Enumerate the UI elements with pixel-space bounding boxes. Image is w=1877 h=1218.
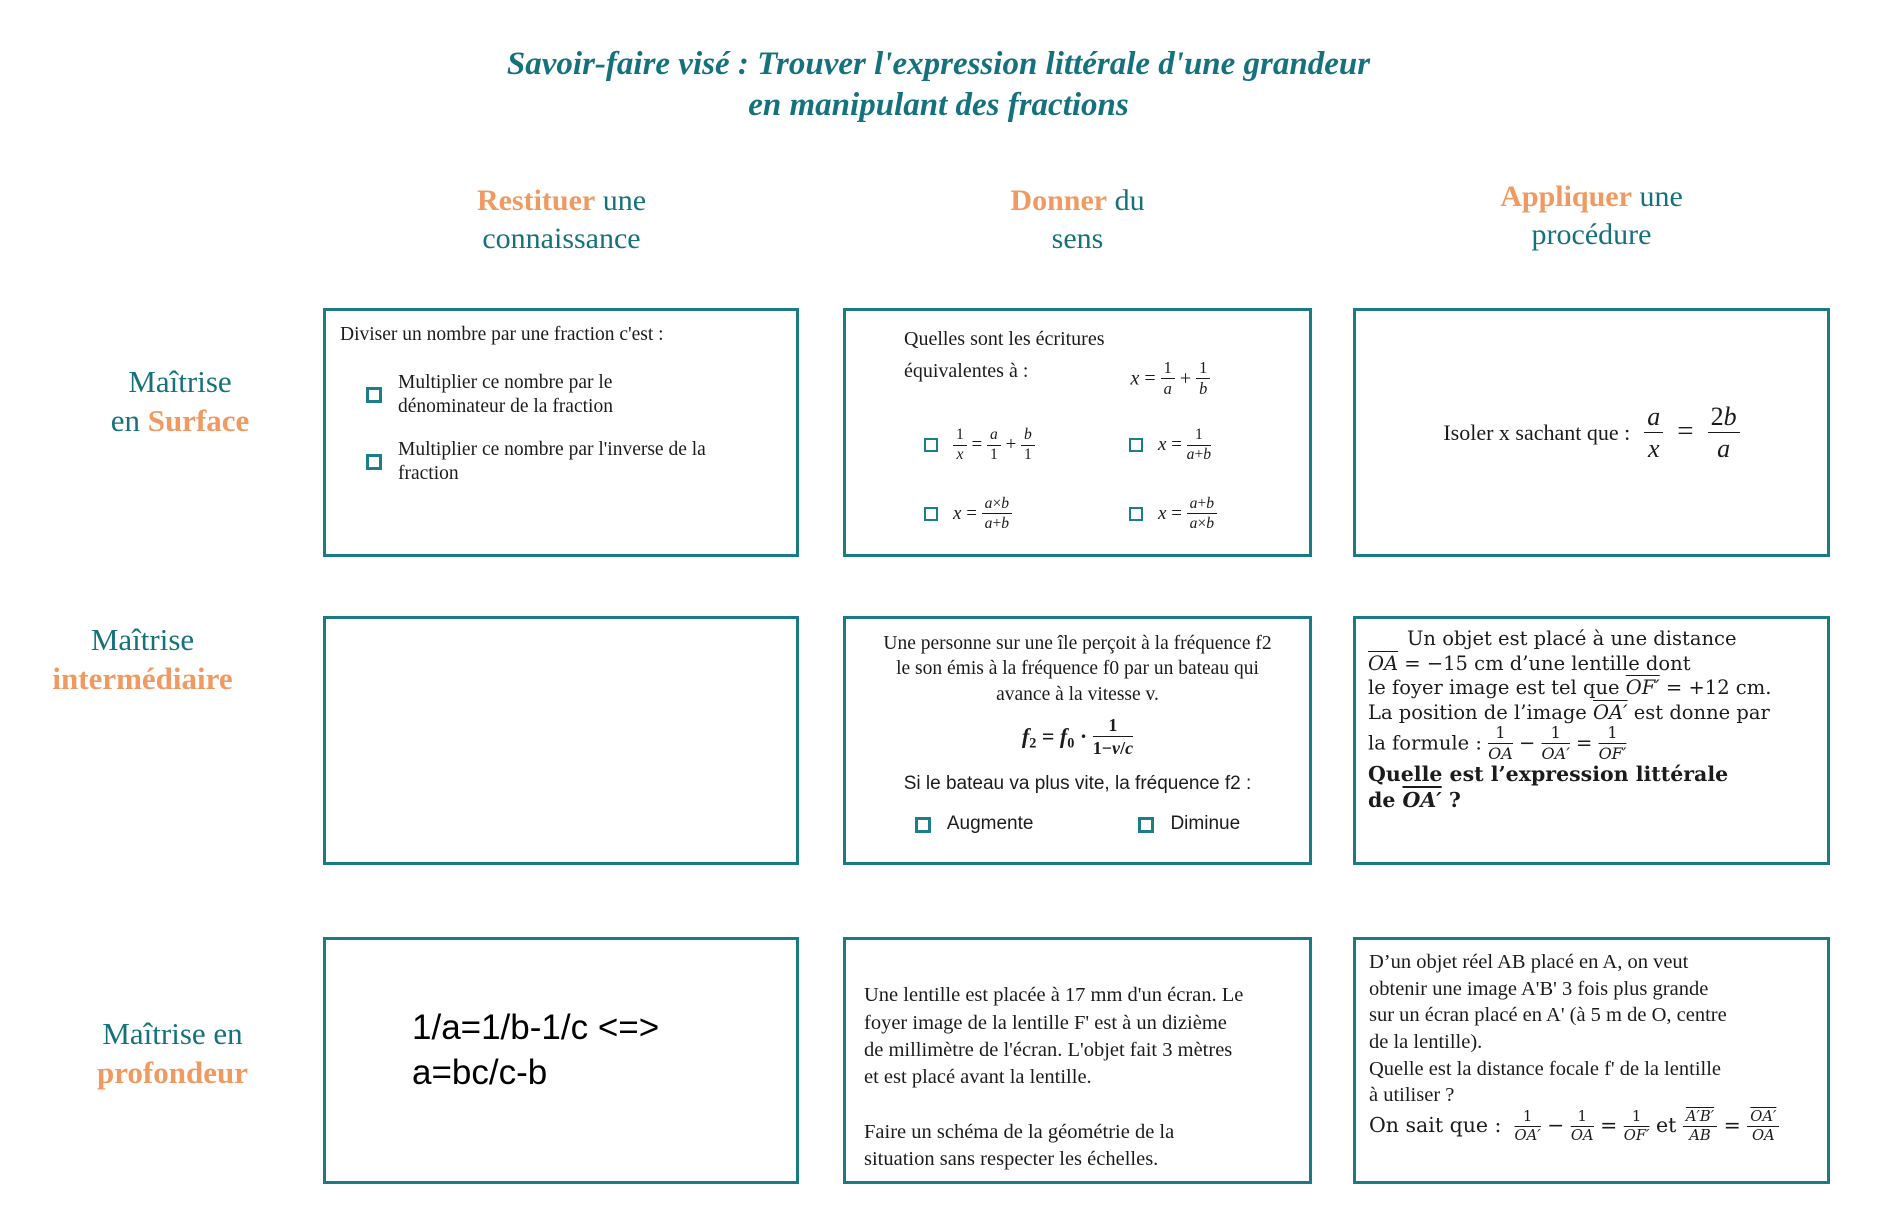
cell-profondeur-appliquer xyxy=(1353,937,1830,1184)
answer-grid xyxy=(924,427,1309,532)
question-line1: Quelles sont les écritures xyxy=(904,328,1105,350)
row-label-line2: en Surface xyxy=(110,403,250,438)
answer-option xyxy=(924,427,1129,463)
checkbox-icon[interactable] xyxy=(1129,507,1143,521)
problem-text: D’un objet réel AB placé en A, on veut obtenir une image A'B' 3 fois plus grande sur un écran placé en A' (à 5 m de O, centre de la lentille). Quelle est la distance focale f' de la lentille à utiliser ? xyxy=(1369,951,1727,1107)
task-text: Faire un schéma de la géométrie de la situation sans respecter les échelles. xyxy=(864,1120,1175,1170)
answer-option xyxy=(1129,427,1334,463)
cell-content xyxy=(1356,311,1827,554)
column-header-line1 xyxy=(323,182,800,220)
row-label-maitrise-surface xyxy=(30,362,330,440)
option-formula: x = $\frac{1}{a+b}$ xyxy=(1158,426,1212,464)
header-keyword: Donner xyxy=(1010,184,1108,217)
answer-row xyxy=(854,812,1301,837)
column-header-line2: procédure xyxy=(1531,218,1652,251)
option-label: Augmente xyxy=(946,813,1034,835)
question-text: Une personne sur une île perçoit à la fréquence f2 le son émis à la fréquence f0 par un bateau qui avance à la vitesse v. xyxy=(883,633,1272,705)
column-header-appliquer xyxy=(1353,178,1830,254)
option-formula: x = $\frac{a\times b}{a+b}$ xyxy=(953,496,1012,532)
page-title-line2: en manipulant des fractions xyxy=(748,87,1129,123)
question-bold: Quelle est l’expression littérale de OA′ ? xyxy=(1368,762,1729,813)
column-header-line2: connaissance xyxy=(482,222,641,255)
page-title xyxy=(0,44,1877,126)
lens-formulas: On sait que : $\frac{1}{OA'}$ − $\frac{1}{OA}$ = $\frac{1}{OF'}$ et $\frac{A'B'}{AB}$ = $\frac{OA'}{OA}$ xyxy=(1369,1109,1814,1144)
cell-content xyxy=(1356,619,1827,822)
option-formula: $\frac{1}{x}$ = $\frac{a}{1}$ + $\frac{b}{1}$ xyxy=(953,427,1035,463)
answer-option xyxy=(366,371,782,419)
row-label-line2: intermédiaire xyxy=(52,661,233,696)
doppler-formula: $f_2 = f_0$ · $\frac{1}{1-v/c}$ xyxy=(1021,715,1134,758)
question-line2: équivalentes à : xyxy=(904,360,1029,382)
option-formula: x = $\frac{a+b}{a\times b}$ xyxy=(1158,496,1217,532)
header-rest: du xyxy=(1107,184,1145,217)
column-header-donner xyxy=(843,182,1312,258)
problem-text: Une lentille est placée à 17 mm d'un écran. Le foyer image de la lentille F' est à un dizième de millimètre de l'écran. L'objet fait 3 mètres et est placé avant la lentille. xyxy=(864,984,1244,1088)
cell-content xyxy=(326,940,796,1096)
cell-content xyxy=(846,619,1309,837)
row-label-line1: Maîtrise en xyxy=(102,1016,243,1051)
column-header-line1 xyxy=(843,182,1312,220)
cell-profondeur-restituer xyxy=(323,937,799,1184)
answer-option xyxy=(366,438,782,486)
answer-option xyxy=(915,812,1034,837)
column-header-line2: sens xyxy=(1051,222,1104,255)
row-label-line2: profondeur xyxy=(96,1055,248,1090)
page-title-line1: Savoir-faire visé : Trouver l'expression littérale d'une grandeur xyxy=(506,46,1371,82)
cell-surface-restituer xyxy=(323,308,799,557)
equation-line2: a=bc/c-b xyxy=(412,1052,548,1092)
column-header-restituer xyxy=(323,182,800,258)
checkbox-icon[interactable] xyxy=(924,438,938,452)
cell-intermediaire-donner xyxy=(843,616,1312,865)
option-label: Multiplier ce nombre par l'inverse de la fraction xyxy=(398,439,706,485)
question-text: Isoler x sachant que : xyxy=(1443,419,1631,445)
sub-question: Si le bateau va plus vite, la fréquence f2 : xyxy=(903,772,1252,794)
row-label-line1: Maîtrise xyxy=(90,622,195,657)
option-label: Diminue xyxy=(1170,813,1241,835)
target-formula: x = $\frac{1}{a}$ + $\frac{1}{b}$ xyxy=(1131,359,1211,397)
header-keyword: Restituer xyxy=(476,184,596,217)
cell-surface-donner xyxy=(843,308,1312,557)
cell-content xyxy=(1356,940,1827,1153)
target-formula: $\frac{a}{x}$ = $\frac{2b}{a}$ xyxy=(1644,403,1739,461)
cell-intermediaire-appliquer xyxy=(1353,616,1830,865)
cell-surface-appliquer xyxy=(1353,308,1830,557)
checkbox-icon[interactable] xyxy=(1129,438,1143,452)
answer-option xyxy=(1129,496,1334,532)
problem-text: Un objet est placé à une distance $\overline{OA} = -15$ cm d’une lentille dont le foyer image est tel que OF′ = +12 cm. La position de l’image OA′ est donne par la formule : $\frac{1}{OA}$ − $\frac{1}{OA'}$ = $\frac{1}{OF'}$ xyxy=(1368,627,1772,763)
cell-content xyxy=(846,940,1309,1188)
equation-line1: 1/a=1/b-1/c <=> xyxy=(412,1008,660,1047)
column-header-line1 xyxy=(1353,178,1830,216)
row-label-maitrise-intermediaire xyxy=(0,620,285,698)
option-label: Multiplier ce nombre par le dénominateur de la fraction xyxy=(398,371,613,417)
cell-content xyxy=(326,311,796,498)
header-keyword: Appliquer xyxy=(1500,180,1632,213)
checkbox-icon[interactable] xyxy=(915,817,931,833)
row-label-maitrise-profondeur xyxy=(25,1014,320,1092)
answer-option xyxy=(924,496,1129,532)
row-label-line1: Maîtrise xyxy=(128,364,232,399)
cell-intermediaire-restituer-empty xyxy=(323,616,799,865)
answer-option xyxy=(1138,812,1240,837)
cell-content xyxy=(846,311,1309,397)
cell-profondeur-donner xyxy=(843,937,1312,1184)
question-text: Diviser un nombre par une fraction c'est : xyxy=(340,324,664,345)
checkbox-icon[interactable] xyxy=(366,454,382,470)
checkbox-icon[interactable] xyxy=(924,507,938,521)
header-rest: une xyxy=(595,184,647,217)
checkbox-icon[interactable] xyxy=(366,387,382,403)
header-rest: une xyxy=(1631,180,1683,213)
question-text xyxy=(904,323,1105,397)
checkbox-icon[interactable] xyxy=(1138,817,1154,833)
